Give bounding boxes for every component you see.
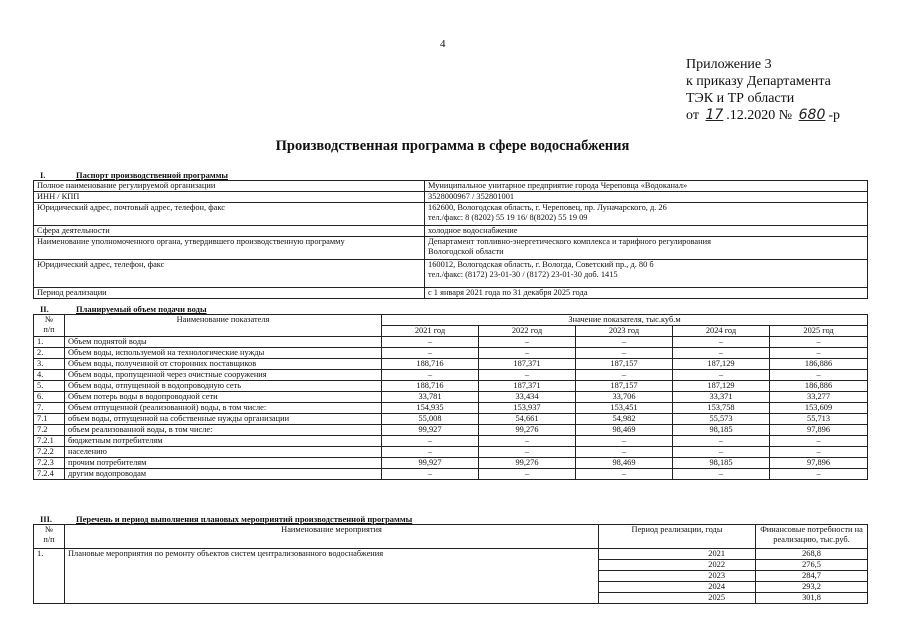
header-financing: Финансовые потребности на реализацию, тыс.руб.	[756, 525, 868, 549]
header-number-pp: п/п	[43, 535, 55, 544]
row-value: 97,896	[770, 458, 868, 469]
header-measure-name: Наименование мероприятия	[65, 525, 599, 549]
table-row	[34, 337, 868, 348]
row-value: –	[479, 370, 576, 381]
header-year: 2025 год	[770, 326, 868, 337]
row-indicator-name: другим водопроводам	[65, 469, 382, 480]
row-financing-amount: 284,7	[756, 571, 868, 582]
row-value: –	[382, 469, 479, 480]
row-value: –	[576, 337, 673, 348]
row-value: –	[382, 370, 479, 381]
row-value: 187,157	[576, 381, 673, 392]
appendix-block	[686, 56, 840, 124]
header-number	[34, 525, 65, 549]
passport-value-line-2: тел./факс: (8172) 23-01-30 / (8172) 23-01-30 доб. 1415	[428, 270, 618, 279]
row-number: 7.2.3	[34, 458, 65, 469]
row-value: 33,371	[673, 392, 770, 403]
table-row	[34, 436, 868, 447]
row-value: –	[673, 447, 770, 458]
row-number: 1.	[34, 549, 65, 604]
row-value: 99,276	[479, 425, 576, 436]
row-value: –	[576, 348, 673, 359]
row-number: 7.2	[34, 425, 65, 436]
row-value: 187,129	[673, 359, 770, 370]
row-value: 98,469	[576, 425, 673, 436]
passport-table	[33, 180, 868, 299]
row-number: 7.2.1	[34, 436, 65, 447]
passport-label: Наименование уполномоченного органа, утвердившего производственную программу	[34, 237, 425, 260]
order-suffix: -р	[828, 108, 841, 123]
row-value: 153,937	[479, 403, 576, 414]
row-value: 188,716	[382, 381, 479, 392]
table-row	[34, 549, 868, 560]
passport-label: Период реализации	[34, 288, 425, 299]
row-indicator-name: Объем поднятой воды	[65, 337, 382, 348]
row-period-year: 2022	[599, 560, 756, 571]
section-3-number: III.	[40, 514, 53, 524]
row-value: –	[479, 447, 576, 458]
row-indicator-name: прочим потребителям	[65, 458, 382, 469]
row-number: 6.	[34, 392, 65, 403]
table-header-row	[34, 525, 868, 549]
document-title: Производственная программа в сфере водоснабжения	[275, 138, 630, 154]
section-2-heading	[40, 304, 207, 314]
row-number: 3.	[34, 359, 65, 370]
row-value: –	[479, 469, 576, 480]
table-row	[34, 348, 868, 359]
row-number: 5.	[34, 381, 65, 392]
row-measure-name: Плановые мероприятия по ремонту объектов систем централизованного водоснабжения	[65, 549, 599, 604]
row-indicator-name: Объем отпущенной (реализованной) воды, в том числе:	[65, 403, 382, 414]
table-row	[34, 403, 868, 414]
row-financing-amount: 293,2	[756, 582, 868, 593]
row-value: 188,716	[382, 359, 479, 370]
row-value: –	[479, 436, 576, 447]
row-value: 153,609	[770, 403, 868, 414]
row-value: –	[770, 370, 868, 381]
row-value: 54,661	[479, 414, 576, 425]
row-financing-amount: 276,5	[756, 560, 868, 571]
row-value: –	[673, 436, 770, 447]
row-value: 187,371	[479, 381, 576, 392]
passport-row	[34, 203, 868, 226]
row-value: 54,982	[576, 414, 673, 425]
handwritten-order-number: 680	[798, 107, 826, 123]
passport-label: Юридический адрес, телефон, факс	[34, 260, 425, 288]
header-number-pp: п/п	[43, 325, 55, 334]
table-row	[34, 359, 868, 370]
header-indicator-name: Наименование показателя	[65, 315, 382, 337]
row-indicator-name: бюджетным потребителям	[65, 436, 382, 447]
date-prefix: от	[686, 108, 699, 123]
passport-row	[34, 181, 868, 192]
row-value: 55,008	[382, 414, 479, 425]
passport-value: Муниципальное унитарное предприятие города Череповца «Водоканал»	[425, 181, 868, 192]
header-year: 2021 год	[382, 326, 479, 337]
row-value: –	[770, 436, 868, 447]
row-value: –	[770, 348, 868, 359]
passport-label: Полное наименование регулируемой организации	[34, 181, 425, 192]
header-year: 2022 год	[479, 326, 576, 337]
passport-value-line-2: тел./факс: 8 (8202) 55 19 16/ 8(8202) 55 19 09	[428, 213, 588, 222]
row-value: 33,781	[382, 392, 479, 403]
row-value: –	[576, 370, 673, 381]
appendix-date-line	[686, 107, 840, 124]
row-value: 97,896	[770, 425, 868, 436]
row-period-year: 2021	[599, 549, 756, 560]
row-value: 154,935	[382, 403, 479, 414]
row-value: –	[382, 348, 479, 359]
row-value: 187,157	[576, 359, 673, 370]
row-value: 55,573	[673, 414, 770, 425]
passport-value	[425, 203, 868, 226]
passport-value	[425, 260, 868, 288]
table-row	[34, 469, 868, 480]
row-value: –	[382, 447, 479, 458]
row-value: 33,434	[479, 392, 576, 403]
row-indicator-name: Объем воды, используемой на технологические нужды	[65, 348, 382, 359]
row-number: 7.	[34, 403, 65, 414]
row-value: 99,927	[382, 425, 479, 436]
section-3-title: Перечень и период выполнения плановых мероприятий производственной программы	[76, 514, 413, 524]
header-indicator-value: Значение показателя, тыс.куб.м	[382, 315, 868, 326]
measures-table	[33, 524, 868, 604]
row-indicator-name: Объем воды, пропущенной через очистные сооружения	[65, 370, 382, 381]
table-header-row	[34, 315, 868, 326]
row-value: 153,451	[576, 403, 673, 414]
row-indicator-name: населению	[65, 447, 382, 458]
passport-value-line-1: 162600, Вологодская область, г. Череповец, пр. Луначарского, д. 26	[428, 203, 667, 212]
row-value: –	[673, 348, 770, 359]
row-value: 99,276	[479, 458, 576, 469]
passport-label: Юридический адрес, почтовый адрес, телефон, факс	[34, 203, 425, 226]
table-row	[34, 425, 868, 436]
row-value: –	[479, 337, 576, 348]
page-number: 4	[440, 38, 446, 50]
section-1-number: I.	[40, 170, 46, 180]
row-value: –	[673, 469, 770, 480]
section-2-title: Планируемый объем подачи воды	[76, 304, 207, 314]
row-indicator-name: Объем воды, полученной от сторонних поставщиков	[65, 359, 382, 370]
row-value: 186,886	[770, 381, 868, 392]
appendix-line-3: ТЭК и ТР области	[686, 91, 795, 106]
row-value: 98,469	[576, 458, 673, 469]
section-1-heading	[40, 170, 228, 180]
row-value: 99,927	[382, 458, 479, 469]
handwritten-day: 17	[705, 107, 724, 123]
passport-value: холодное водоснабжение	[425, 226, 868, 237]
row-value: 55,713	[770, 414, 868, 425]
row-period-year: 2024	[599, 582, 756, 593]
table-row	[34, 414, 868, 425]
header-year: 2023 год	[576, 326, 673, 337]
passport-row	[34, 260, 868, 288]
row-value: 186,886	[770, 359, 868, 370]
passport-value-line-1: 160012, Вологодская область, г. Вологда, Советский пр., д. 80 б	[428, 260, 654, 269]
row-value: –	[479, 348, 576, 359]
table-row	[34, 381, 868, 392]
row-period-year: 2025	[599, 593, 756, 604]
header-number-symbol: №	[45, 525, 53, 534]
passport-label: Сфера деятельности	[34, 226, 425, 237]
date-rest: .12.2020 №	[726, 108, 793, 123]
row-financing-amount: 268,8	[756, 549, 868, 560]
passport-value: с 1 января 2021 года по 31 декабря 2025 года	[425, 288, 868, 299]
section-3-heading	[40, 514, 412, 524]
row-indicator-name: объем реализованной воды, в том числе:	[65, 425, 382, 436]
table-row	[34, 447, 868, 458]
table-row	[34, 392, 868, 403]
row-value: 98,185	[673, 425, 770, 436]
water-volume-table	[33, 314, 868, 480]
passport-value	[425, 237, 868, 260]
appendix-line-1: Приложение 3	[686, 57, 772, 72]
row-value: –	[673, 370, 770, 381]
row-number: 7.2.2	[34, 447, 65, 458]
row-value: 33,706	[576, 392, 673, 403]
header-number	[34, 315, 65, 337]
header-year: 2024 год	[673, 326, 770, 337]
row-value: 98,185	[673, 458, 770, 469]
row-number: 2.	[34, 348, 65, 359]
row-value: –	[382, 436, 479, 447]
row-value: –	[770, 337, 868, 348]
passport-row	[34, 226, 868, 237]
header-number-symbol: №	[45, 315, 53, 324]
passport-value-line-1: Департамент топливно-энергетического комплекса и тарифного регулирования	[428, 237, 711, 246]
row-indicator-name: Объем воды, отпущенной в водопроводную сеть	[65, 381, 382, 392]
row-value: –	[576, 469, 673, 480]
row-value: 153,758	[673, 403, 770, 414]
passport-row	[34, 237, 868, 260]
row-value: –	[576, 447, 673, 458]
row-value: –	[576, 436, 673, 447]
passport-row	[34, 192, 868, 203]
passport-value-line-2: Вологодской области	[428, 247, 504, 256]
row-number: 7.2.4	[34, 469, 65, 480]
row-value: 187,129	[673, 381, 770, 392]
row-indicator-name: объем воды, отпущенной на собственные нужды организации	[65, 414, 382, 425]
section-2-number: II.	[40, 304, 49, 314]
passport-label: ИНН / КПП	[34, 192, 425, 203]
section-1-title: Паспорт производственной программы	[76, 170, 229, 180]
row-financing-amount: 301,8	[756, 593, 868, 604]
row-value: –	[382, 337, 479, 348]
appendix-line-2: к приказу Департамента	[686, 74, 831, 89]
row-value: –	[673, 337, 770, 348]
row-value: 187,371	[479, 359, 576, 370]
row-value: 33,277	[770, 392, 868, 403]
table-row	[34, 370, 868, 381]
passport-row	[34, 288, 868, 299]
row-number: 1.	[34, 337, 65, 348]
row-indicator-name: Объем потерь воды в водопроводной сети	[65, 392, 382, 403]
row-number: 4.	[34, 370, 65, 381]
row-value: –	[770, 469, 868, 480]
passport-value: 3528000967 / 352801001	[425, 192, 868, 203]
header-period: Период реализации, годы	[599, 525, 756, 549]
table-row	[34, 458, 868, 469]
row-period-year: 2023	[599, 571, 756, 582]
row-value: –	[770, 447, 868, 458]
row-number: 7.1	[34, 414, 65, 425]
